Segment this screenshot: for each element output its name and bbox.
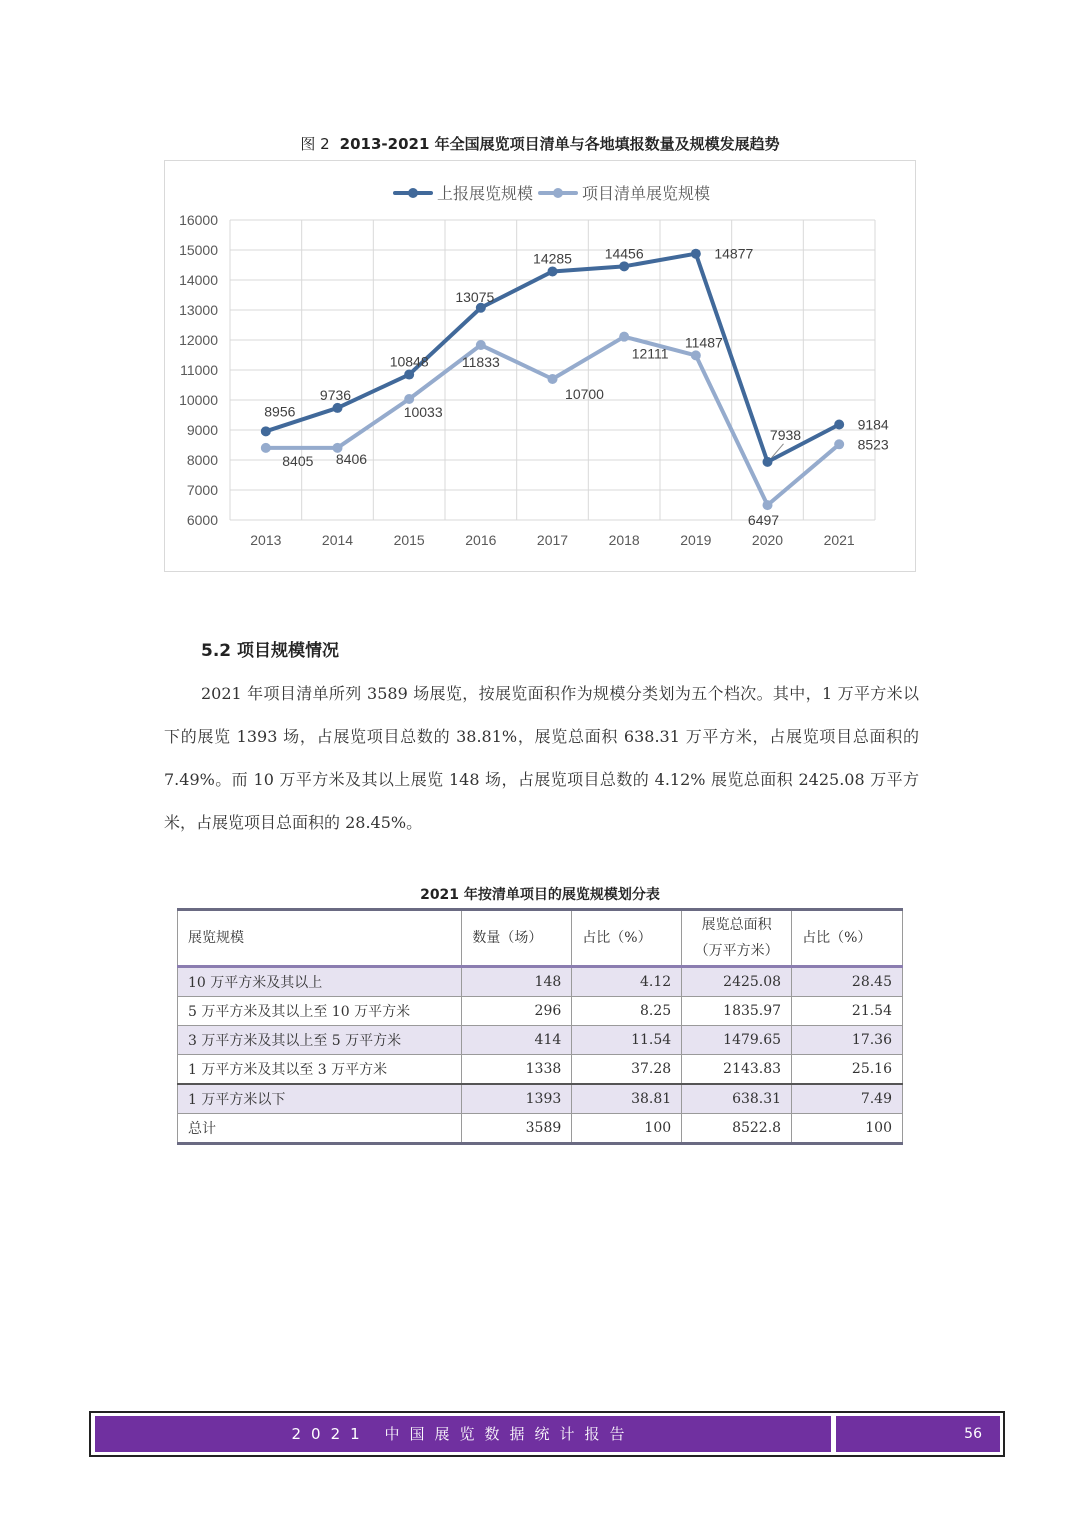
data-point-listed: [619, 332, 629, 342]
header-area-share: 占比（%）: [792, 910, 903, 967]
table-row: [178, 1026, 903, 1055]
data-point-listed: [691, 350, 701, 360]
y-tick-label: 8000: [186, 452, 218, 468]
table-header-row: [178, 910, 903, 967]
y-tick-label: 16000: [179, 212, 218, 228]
cell-count-share: 100: [572, 1114, 682, 1144]
cell-area-share: 100: [792, 1114, 903, 1144]
cell-area-share: 17.36: [792, 1026, 903, 1055]
data-point-listed: [404, 394, 414, 404]
data-point-listed: [834, 439, 844, 449]
cell-area-share: 7.49: [792, 1084, 903, 1114]
x-tick-label: 2016: [465, 532, 497, 548]
y-tick-label: 15000: [179, 242, 218, 258]
table-row: [178, 997, 903, 1026]
data-label-listed: 8405: [282, 452, 314, 469]
header-scale: 展览规模: [178, 910, 462, 967]
figure-title: [0, 133, 1080, 154]
cell-scale: 总计: [178, 1114, 462, 1144]
cell-count: 1393: [462, 1084, 572, 1114]
cell-area-share: 28.45: [792, 967, 903, 997]
cell-area: 638.31: [682, 1084, 792, 1114]
header-count-share: 占比（%）: [572, 910, 682, 967]
y-tick-label: 12000: [179, 332, 218, 348]
table-title: 2021 年按清单项目的展览规模划分表: [420, 887, 660, 903]
data-point-reported: [261, 426, 271, 436]
cell-area: 1479.65: [682, 1026, 792, 1055]
y-tick-label: 13000: [179, 302, 218, 318]
section-paragraph: 2021 年项目清单所列 3589 场展览，按展览面积作为规模分类划为五个档次。其中，1 万平方米以下的展览 1393 场，占展览项目总数的 38.81%，展览总面积 638.31 万平方米，占展览项目总面积的 7.49%。而 10 万平方米及其以上展览 148 场，占展览项目总数的 4.12% 展览总面积 2425.08 万平方米，占展览项目总面积的 28.45%。: [164, 684, 919, 832]
data-label-listed: 12111: [631, 345, 669, 362]
cell-area: 2143.83: [682, 1055, 792, 1085]
cell-count: 148: [462, 967, 572, 997]
data-label-reported: 7938: [769, 426, 802, 443]
footer-page-number: 56: [836, 1416, 1000, 1452]
data-point-reported: [619, 261, 629, 271]
table-row-total: [178, 1114, 903, 1144]
figure-label: 图 2: [300, 135, 330, 153]
data-label-reported: 8956: [264, 403, 296, 420]
cell-scale: 5 万平方米及其以上至 10 万平方米: [178, 997, 462, 1026]
cell-count-share: 4.12: [572, 967, 682, 997]
header-area-line2: （万平方米）: [694, 943, 779, 959]
legend-label: 上报展览规模: [437, 184, 534, 203]
cell-area-share: 21.54: [792, 997, 903, 1026]
x-tick-label: 2021: [823, 532, 855, 548]
data-point-reported: [691, 249, 701, 259]
cell-count-share: 37.28: [572, 1055, 682, 1085]
cell-area-share: 25.16: [792, 1055, 903, 1085]
y-tick-label: 7000: [186, 482, 218, 498]
data-label-reported: 9184: [857, 416, 889, 433]
legend-marker: [553, 188, 563, 198]
data-label-reported: 10848: [389, 353, 429, 370]
data-point-reported: [834, 419, 844, 429]
scale-table: [177, 908, 903, 1145]
data-point-listed: [548, 374, 558, 384]
y-tick-label: 6000: [186, 512, 218, 528]
data-label-listed: 8406: [335, 450, 368, 467]
header-area: [682, 910, 792, 967]
data-point-listed: [476, 340, 486, 350]
data-label-listed: 8523: [857, 436, 889, 453]
legend-label: 项目清单展览规模: [582, 184, 711, 203]
cell-count: 1338: [462, 1055, 572, 1085]
page-footer: [89, 1411, 1005, 1457]
data-label-listed: 10700: [565, 386, 604, 402]
cell-area: 1835.97: [682, 997, 792, 1026]
cell-count-share: 11.54: [572, 1026, 682, 1055]
data-point-reported: [763, 457, 773, 467]
data-label-reported: 14877: [714, 245, 754, 262]
header-area-line1: 展览总面积: [701, 917, 772, 933]
x-tick-label: 2013: [250, 532, 282, 548]
y-tick-label: 14000: [179, 272, 218, 288]
y-tick-label: 10000: [179, 392, 218, 408]
data-point-listed: [261, 443, 271, 453]
series-line-reported: [266, 254, 839, 462]
data-label-listed: 11833: [461, 354, 500, 371]
data-point-reported: [548, 266, 558, 276]
section-heading: 5.2 项目规模情况: [201, 641, 340, 661]
data-point-listed: [763, 500, 773, 510]
table-row: [178, 1084, 903, 1114]
cell-scale: 1 万平方米及其以至 3 万平方米: [178, 1055, 462, 1085]
x-tick-label: 2018: [608, 532, 640, 548]
data-label-listed: 6497: [747, 512, 780, 529]
data-point-reported: [333, 403, 343, 413]
data-label-listed: 11487: [684, 334, 723, 351]
data-point-reported: [404, 370, 414, 380]
cell-count-share: 8.25: [572, 997, 682, 1026]
cell-count: 3589: [462, 1114, 572, 1144]
data-label-reported: 14456: [604, 245, 644, 262]
x-tick-label: 2014: [321, 532, 354, 548]
data-label-reported: 14285: [533, 250, 572, 267]
figure-title-text: 2013-2021 年全国展览项目清单与各地填报数量及规模发展趋势: [339, 135, 780, 153]
line-chart: [165, 161, 915, 571]
data-label-reported: 13075: [455, 288, 495, 305]
x-tick-label: 2017: [536, 532, 569, 548]
footer-report-title: 2021 中国展览数据统计报告: [95, 1416, 831, 1452]
header-count: 数量（场）: [462, 910, 572, 967]
y-tick-label: 11000: [180, 362, 218, 378]
cell-scale: 3 万平方米及其以上至 5 万平方米: [178, 1026, 462, 1055]
y-tick-label: 9000: [186, 422, 218, 438]
data-label-listed: 10033: [403, 404, 443, 421]
legend-marker: [408, 188, 418, 198]
cell-area: 2425.08: [682, 967, 792, 997]
cell-scale: 1 万平方米以下: [178, 1084, 462, 1114]
cell-scale: 10 万平方米及其以上: [178, 967, 462, 997]
x-tick-label: 2015: [393, 532, 425, 548]
cell-count-share: 38.81: [572, 1084, 682, 1114]
line-chart-container: [164, 160, 916, 572]
table-row: [178, 1055, 903, 1085]
table-row: [178, 967, 903, 997]
x-tick-label: 2019: [680, 532, 712, 548]
cell-count: 296: [462, 997, 572, 1026]
cell-count: 414: [462, 1026, 572, 1055]
cell-area: 8522.8: [682, 1114, 792, 1144]
x-tick-label: 2020: [751, 532, 784, 548]
data-label-reported: 9736: [319, 386, 352, 403]
